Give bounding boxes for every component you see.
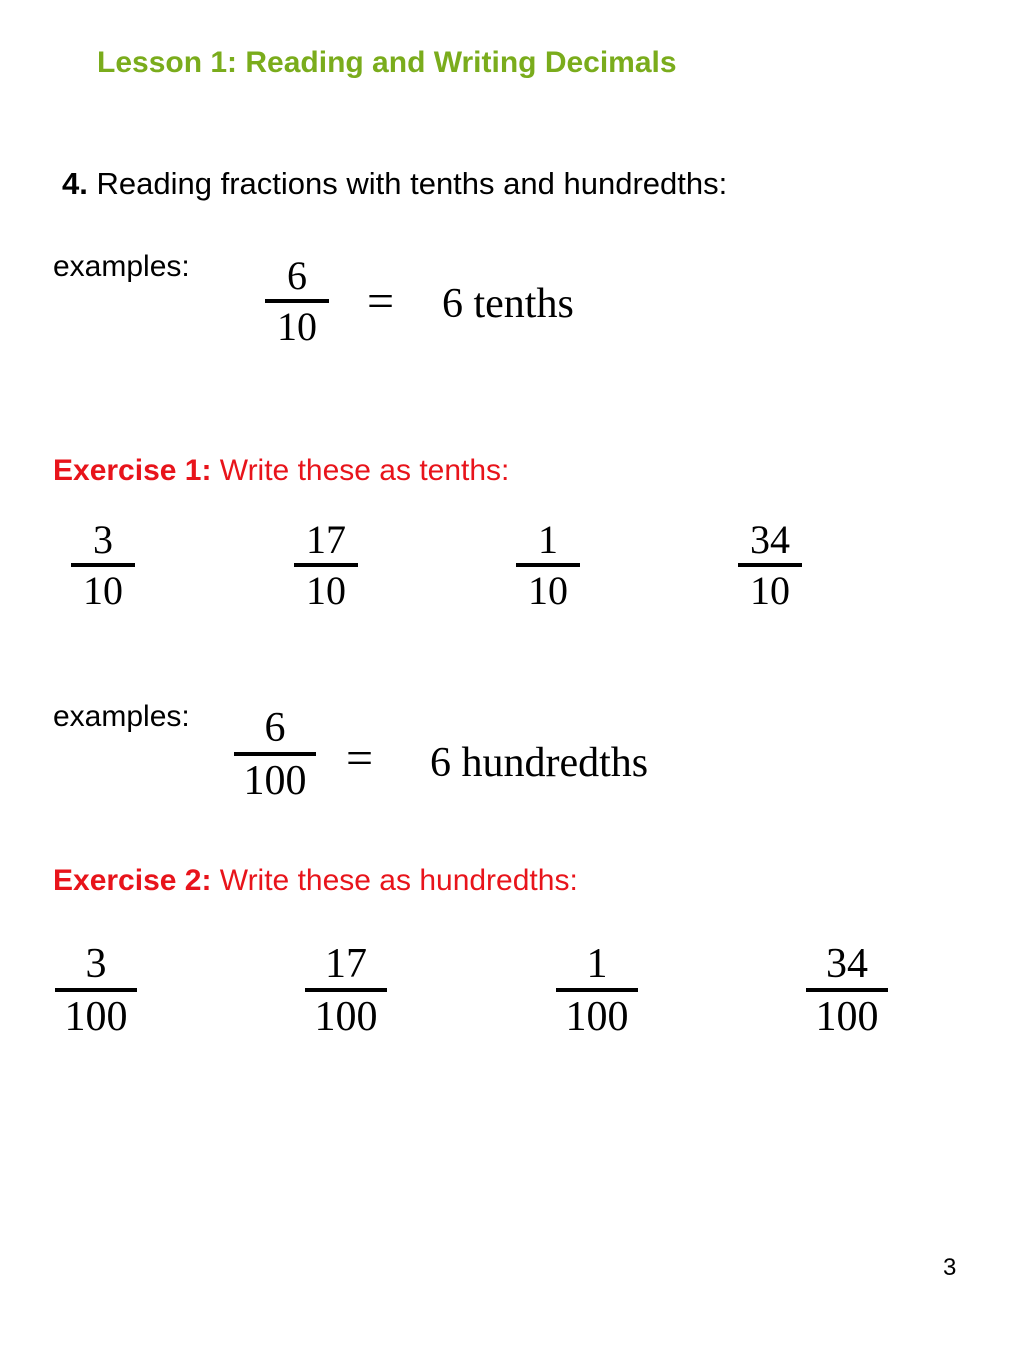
fraction-numerator: 6 (287, 253, 307, 298)
fraction-numerator: 3 (93, 517, 113, 562)
fraction-bar (71, 563, 135, 567)
fraction-numerator: 1 (538, 517, 558, 562)
examples-label-tenths: examples: (53, 250, 190, 283)
example-word-tenths: 6 tenths (442, 281, 574, 327)
equals-sign: = (367, 275, 395, 328)
fraction-denominator: 10 (528, 568, 568, 613)
exercise-2-fraction (55, 943, 137, 1038)
fraction-numerator: 1 (586, 941, 608, 987)
section-text: Reading fractions with tenths and hundredths: (96, 166, 728, 201)
fraction-bar (234, 752, 316, 756)
fraction-denominator: 10 (306, 568, 346, 613)
fraction-bar (806, 988, 888, 992)
fraction-numerator: 17 (325, 941, 367, 987)
section-heading (62, 166, 727, 202)
fraction-denominator: 100 (314, 994, 378, 1040)
example-fraction-tenths (265, 253, 329, 349)
fraction-bar (556, 988, 638, 992)
equals-sign: = (346, 732, 374, 785)
fraction-numerator: 34 (826, 941, 868, 987)
fraction-denominator: 10 (277, 304, 317, 349)
fraction-numerator: 6 (264, 705, 286, 751)
exercise-1-fraction (516, 517, 580, 613)
exercise-2-instruction: Write these as hundredths: (219, 864, 578, 897)
exercise-2-label: Exercise 2: (53, 864, 212, 897)
fraction-numerator: 34 (750, 517, 790, 562)
section-number: 4. (62, 166, 88, 201)
fraction-bar (516, 563, 580, 567)
fraction-denominator: 100 (243, 758, 307, 804)
example-fraction-hundredths (234, 707, 316, 802)
exercise-1-fraction (294, 517, 358, 613)
example-word-hundredths: 6 hundredths (430, 740, 649, 786)
fraction-bar (305, 988, 387, 992)
exercise-2-heading (53, 864, 578, 898)
exercise-2-fraction (305, 943, 387, 1038)
fraction-bar (738, 563, 802, 567)
fraction-denominator: 100 (565, 994, 629, 1040)
fraction-bar (294, 563, 358, 567)
exercise-1-heading (53, 454, 509, 488)
fraction-numerator: 3 (85, 941, 107, 987)
fraction-denominator: 100 (64, 994, 128, 1040)
fraction-bar (55, 988, 137, 992)
fraction-numerator: 17 (306, 517, 346, 562)
page-number: 3 (943, 1254, 957, 1281)
exercise-1-label: Exercise 1: (53, 454, 212, 487)
exercise-2-fraction (556, 943, 638, 1038)
fraction-denominator: 10 (750, 568, 790, 613)
exercise-2-fraction (806, 943, 888, 1038)
exercise-1-fraction (738, 517, 802, 613)
lesson-title: Lesson 1: Reading and Writing Decimals (97, 46, 677, 79)
exercise-1-fraction (71, 517, 135, 613)
fraction-denominator: 100 (815, 994, 879, 1040)
exercise-1-instruction: Write these as tenths: (219, 454, 510, 487)
fraction-denominator: 10 (83, 568, 123, 613)
examples-label-hundredths: examples: (53, 700, 190, 733)
fraction-bar (265, 299, 329, 303)
